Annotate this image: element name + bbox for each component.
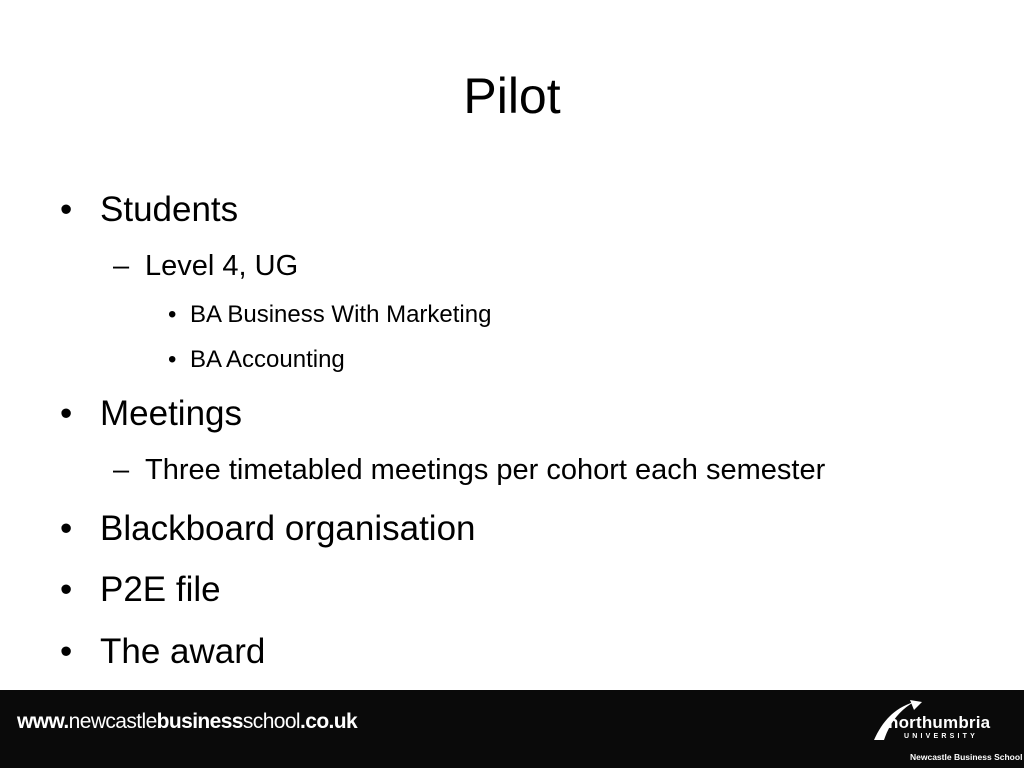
bullet-marker: • (60, 190, 73, 229)
logo-university: UNIVERSITY (904, 733, 979, 740)
bullet-item (113, 250, 298, 283)
bullet-marker: • (60, 570, 73, 609)
dash-marker: – (113, 250, 130, 282)
url-business: business (156, 710, 243, 733)
bullet-text: Level 4, UG (145, 250, 299, 282)
northumbria-logo (870, 696, 1023, 766)
bullet-item (58, 394, 242, 434)
bullet-text: P2E file (100, 570, 221, 609)
url-school: school (242, 710, 300, 733)
slide-title: Pilot (463, 68, 561, 124)
logo-school: Newcastle Business School (910, 752, 1023, 762)
bullet-text: Three timetabled meetings per cohort each semester (145, 454, 826, 486)
bullet-marker: • (60, 394, 73, 433)
bullet-item (58, 509, 476, 549)
url-prefix: www. (17, 710, 69, 733)
bullet-text: BA Business With Marketing (190, 301, 492, 328)
bullet-text: BA Accounting (190, 346, 345, 373)
bullet-item (113, 454, 825, 487)
bullet-text: Blackboard organisation (100, 509, 476, 548)
footer-bar (0, 690, 1024, 768)
bullet-item (58, 190, 238, 230)
bullet-item (168, 346, 345, 374)
bullet-item (58, 570, 221, 610)
bullet-text: The award (100, 632, 266, 671)
url-suffix: .co.uk (300, 710, 358, 733)
url-newcastle: newcastle (68, 710, 157, 733)
bullet-item (168, 301, 491, 329)
logo-name: northumbria (888, 713, 991, 732)
bullet-marker: • (60, 632, 73, 671)
dash-marker: – (113, 454, 130, 486)
bullet-item (58, 632, 265, 672)
bullet-marker: • (168, 346, 177, 373)
bullet-text: Students (100, 190, 239, 229)
bullet-text: Meetings (100, 394, 243, 433)
school-website-link[interactable] (17, 710, 357, 734)
bullet-marker: • (168, 301, 177, 328)
bullet-marker: • (60, 509, 73, 548)
